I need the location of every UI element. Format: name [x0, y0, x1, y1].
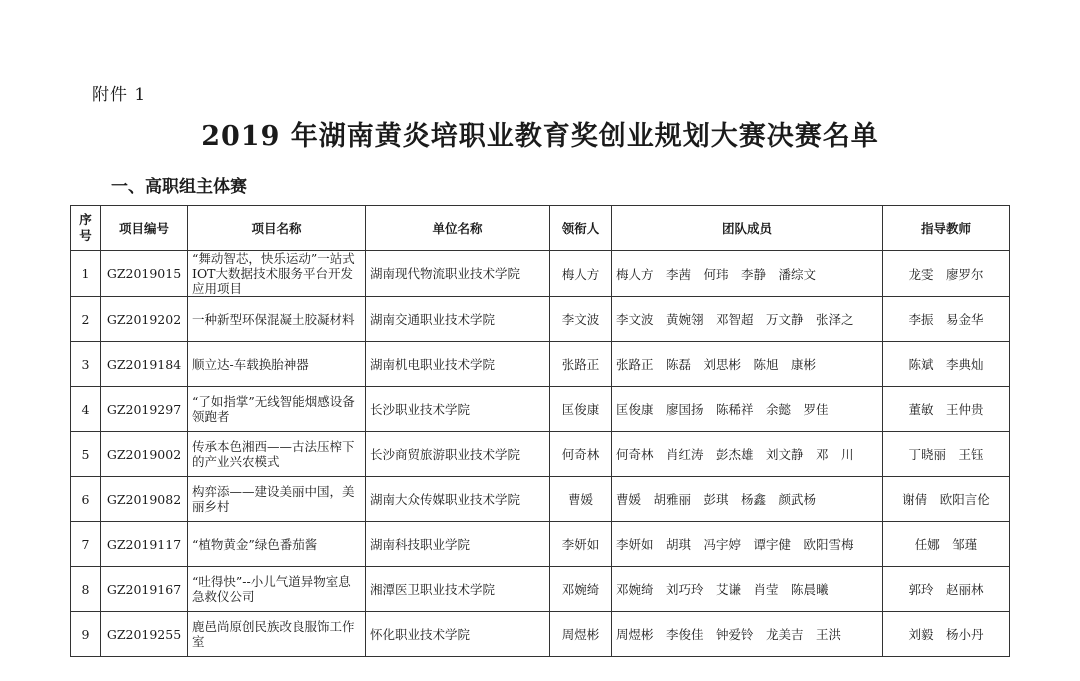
row-team-members: 邓婉绮 刘巧玲 艾谦 肖莹 陈晨曦	[612, 567, 883, 612]
table-row	[71, 612, 1010, 657]
row-unit-name: 湖南交通职业技术学院	[366, 297, 550, 342]
row-unit-name: 湖南大众传媒职业技术学院	[366, 477, 550, 522]
finalists-table	[70, 205, 1010, 657]
row-tutors: 董敏 王仲贵	[883, 387, 1010, 432]
row-project-name: “舞动智芯，快乐运动”一站式IOT大数据技术服务平台开发应用项目	[188, 251, 366, 297]
row-code: GZ2019202	[101, 297, 188, 342]
row-seq: 3	[71, 342, 101, 387]
table-row	[71, 342, 1010, 387]
row-leader: 李文波	[550, 297, 612, 342]
attachment-label: 附件 1	[92, 85, 147, 105]
row-seq: 1	[71, 251, 101, 297]
row-leader: 周煜彬	[550, 612, 612, 657]
header-seq: 序号	[71, 206, 101, 251]
row-unit-name: 湖南现代物流职业技术学院	[366, 251, 550, 297]
row-tutors: 谢倩 欧阳言伦	[883, 477, 1010, 522]
table-header-row	[71, 206, 1010, 251]
row-code: GZ2019117	[101, 522, 188, 567]
row-unit-name: 湖南机电职业技术学院	[366, 342, 550, 387]
header-team: 团队成员	[612, 206, 883, 251]
row-project-name: 鹿邑尚原创民族改良服饰工作室	[188, 612, 366, 657]
row-tutors: 郭玲 赵丽林	[883, 567, 1010, 612]
table-row	[71, 387, 1010, 432]
table-row	[71, 297, 1010, 342]
row-code: GZ2019297	[101, 387, 188, 432]
row-leader: 曹媛	[550, 477, 612, 522]
row-team-members: 周煜彬 李俊佳 钟爱铃 龙美吉 王洪	[612, 612, 883, 657]
row-seq: 8	[71, 567, 101, 612]
header-unit: 单位名称	[366, 206, 550, 251]
row-team-members: 何奇林 肖红涛 彭杰雄 刘文静 邓 川	[612, 432, 883, 477]
row-unit-name: 长沙职业技术学院	[366, 387, 550, 432]
row-leader: 何奇林	[550, 432, 612, 477]
row-code: GZ2019184	[101, 342, 188, 387]
row-team-members: 曹媛 胡雅丽 彭琪 杨鑫 颜武杨	[612, 477, 883, 522]
row-unit-name: 湘潭医卫职业技术学院	[366, 567, 550, 612]
row-seq: 4	[71, 387, 101, 432]
row-seq: 5	[71, 432, 101, 477]
header-tutor: 指导教师	[883, 206, 1010, 251]
row-unit-name: 怀化职业技术学院	[366, 612, 550, 657]
table-row	[71, 251, 1010, 297]
header-code: 项目编号	[101, 206, 188, 251]
row-code: GZ2019167	[101, 567, 188, 612]
row-team-members: 李文波 黄婉翎 邓智超 万文静 张泽之	[612, 297, 883, 342]
row-leader: 匡俊康	[550, 387, 612, 432]
row-leader: 张路正	[550, 342, 612, 387]
row-project-name: “了如指掌”无线智能烟感设备领跑者	[188, 387, 366, 432]
row-seq: 2	[71, 297, 101, 342]
row-unit-name: 长沙商贸旅游职业技术学院	[366, 432, 550, 477]
row-project-name: 传承本色湘西——古法压榨下的产业兴农模式	[188, 432, 366, 477]
row-project-name: 构弈添——建设美丽中国，美丽乡村	[188, 477, 366, 522]
row-tutors: 丁晓丽 王钰	[883, 432, 1010, 477]
row-project-name: “吐得快”--小儿气道异物室息急救仪公司	[188, 567, 366, 612]
row-project-name: 顺立达-车载换胎神器	[188, 342, 366, 387]
row-team-members: 张路正 陈磊 刘思彬 陈旭 康彬	[612, 342, 883, 387]
row-tutors: 陈斌 李典灿	[883, 342, 1010, 387]
row-tutors: 龙雯 廖罗尔	[883, 251, 1010, 297]
row-unit-name: 湖南科技职业学院	[366, 522, 550, 567]
row-tutors: 任娜 邹瑾	[883, 522, 1010, 567]
row-team-members: 李妍如 胡琪 冯宇婷 谭宇健 欧阳雪梅	[612, 522, 883, 567]
row-leader: 邓婉绮	[550, 567, 612, 612]
row-seq: 9	[71, 612, 101, 657]
row-code: GZ2019082	[101, 477, 188, 522]
row-team-members: 匡俊康 廖国扬 陈稀祥 余懿 罗佳	[612, 387, 883, 432]
row-code: GZ2019015	[101, 251, 188, 297]
table-row	[71, 477, 1010, 522]
row-tutors: 刘毅 杨小丹	[883, 612, 1010, 657]
row-leader: 李妍如	[550, 522, 612, 567]
row-seq: 6	[71, 477, 101, 522]
row-seq: 7	[71, 522, 101, 567]
table-row	[71, 567, 1010, 612]
table-row	[71, 432, 1010, 477]
section-heading: 一、高职组主体赛	[111, 177, 247, 197]
row-code: GZ2019255	[101, 612, 188, 657]
header-leader: 领衔人	[550, 206, 612, 251]
row-tutors: 李振 易金华	[883, 297, 1010, 342]
document-title: 2019 年湖南黄炎培职业教育奖创业规划大赛决赛名单	[201, 121, 879, 152]
table-row	[71, 522, 1010, 567]
row-code: GZ2019002	[101, 432, 188, 477]
header-name: 项目名称	[188, 206, 366, 251]
row-team-members: 梅人方 李茜 何玮 李静 潘综文	[612, 251, 883, 297]
row-project-name: “植物黄金”绿色番茄酱	[188, 522, 366, 567]
row-project-name: 一种新型环保混凝土胶凝材料	[188, 297, 366, 342]
row-leader: 梅人方	[550, 251, 612, 297]
